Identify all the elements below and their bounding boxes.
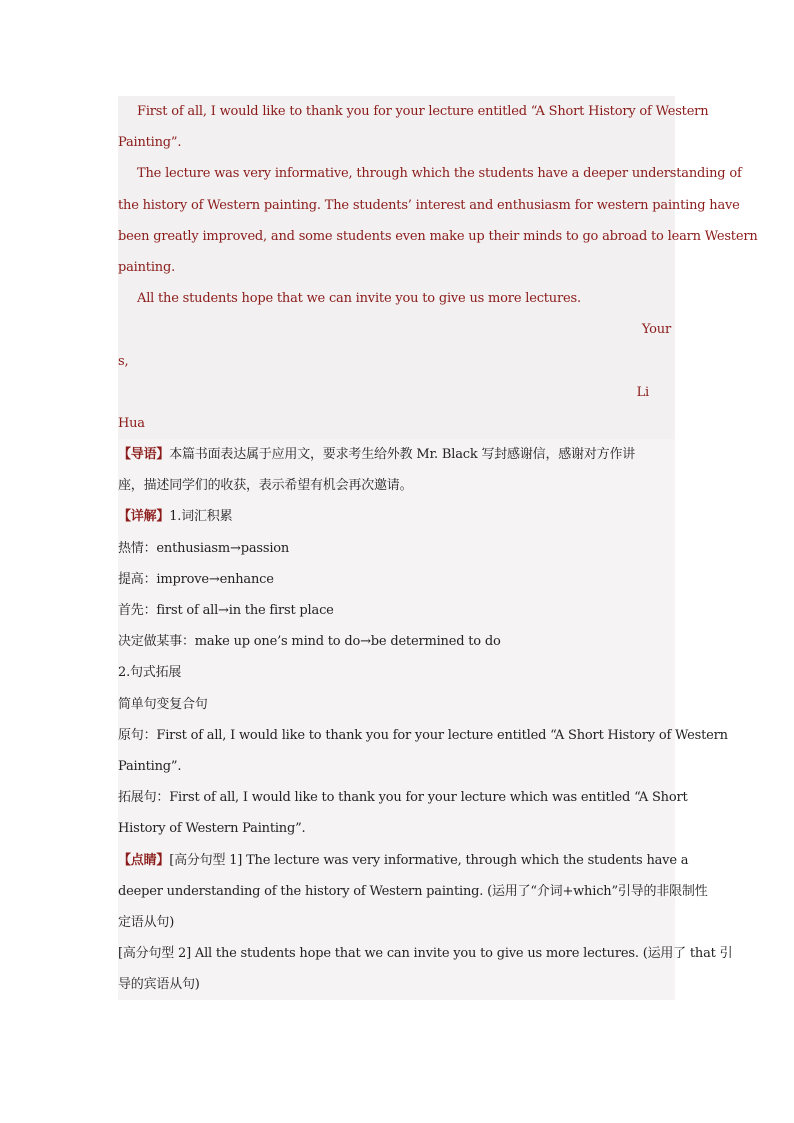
- letter-line-3: The lecture was very informative, through which the students have a deeper understanding of: [118, 158, 675, 189]
- document-body: [118, 96, 758, 1000]
- highlight-text-1: [高分句型 1] The lecture was very informative, through which the students have a: [169, 852, 689, 868]
- letter-line-1: First of all, I would like to thank you for your lecture entitled “A Short History of Western: [118, 96, 675, 127]
- original-sentence-1: 原句：First of all, I would like to thank you for your lecture entitled “A Short History of Western: [118, 720, 675, 751]
- vocab-item-4: 决定做某事：make up one’s mind to do→be determined to do: [118, 626, 675, 657]
- highlight-tag: 【点睛】: [118, 852, 170, 868]
- sentence-heading: 2.句式拓展: [118, 657, 675, 688]
- highlight-line-4: [高分句型 2] All the students hope that we can invite you to give us more lectures. (运用了 that 引: [118, 938, 675, 969]
- vocab-item-2: 提高：improve→enhance: [118, 564, 675, 595]
- letter-line-4: the history of Western painting. The students’ interest and enthusiasm for western painting have: [118, 190, 675, 221]
- highlight-line-2: deeper understanding of the history of Western painting. (运用了“介词+which”引导的非限制性: [118, 876, 675, 907]
- vocab-item-1: 热情：enthusiasm→passion: [118, 533, 675, 564]
- letter-line-5: been greatly improved, and some students even make up their minds to go abroad to learn Western: [118, 221, 675, 252]
- sentence-sub: 简单句变复合句: [118, 689, 675, 720]
- highlight-line-3: 定语从句): [118, 907, 675, 938]
- guide-tag: 【导语】: [118, 447, 170, 463]
- detail-tag: 【详解】: [118, 509, 170, 525]
- highlight-line-1: [118, 845, 689, 876]
- letter-closing-1: Your: [118, 314, 675, 345]
- extended-sentence-2: History of Western Painting”.: [118, 813, 675, 844]
- letter-closing-2: s,: [118, 346, 675, 377]
- guide-line-2: 座，描述同学们的收获，表示希望有机会再次邀请。: [118, 470, 675, 501]
- original-sentence-2: Painting”.: [118, 751, 675, 782]
- extended-sentence-1: 拓展句：First of all, I would like to thank you for your lecture which was entitled “A Short: [118, 782, 675, 813]
- letter-line-2: Painting”.: [118, 127, 675, 158]
- detail-line: [118, 501, 675, 532]
- highlight-line-5: 导的宾语从句): [118, 969, 675, 1000]
- vocab-item-3: 首先：first of all→in the first place: [118, 595, 675, 626]
- guide-text-1: 本篇书面表达属于应用文，要求考生给外教 Mr. Black 写封感谢信，感谢对方作讲: [169, 447, 636, 463]
- letter-line-6: painting.: [118, 252, 675, 283]
- guide-line-1: [118, 439, 675, 470]
- letter-signature-1: Li: [118, 377, 675, 408]
- detail-heading: 1.词汇积累: [169, 509, 233, 525]
- letter-line-7: All the students hope that we can invite you to give us more lectures.: [118, 283, 675, 314]
- letter-signature-2: Hua: [118, 408, 675, 439]
